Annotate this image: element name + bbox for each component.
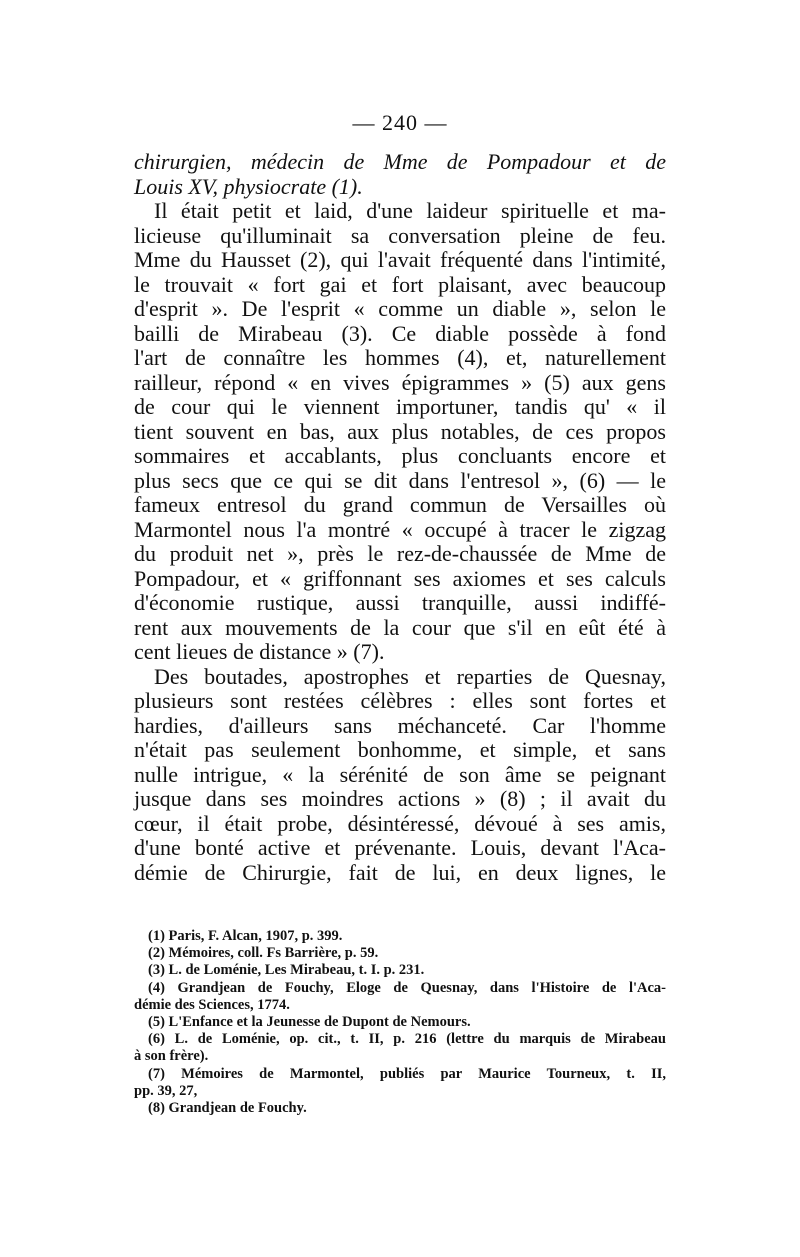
footnote-line: (2) Mémoires, coll. Fs Barrière, p. 59. (148, 945, 379, 962)
body-line: de cour qui le viennent importuner, tandis qu' « il (134, 394, 666, 419)
footnote-line: (1) Paris, F. Alcan, 1907, p. 399. (148, 928, 343, 944)
body-line: l'art de connaître les hommes (4), et, naturellement (134, 345, 666, 370)
footnote-line: (3) L. de Loménie, Les Mirabeau, t. I. p. 231. (148, 962, 425, 979)
footnote-line: (5) L'Enfance et la Jeunesse de Dupont de Nemours. (148, 1013, 471, 1030)
body-line: rent aux mouvements de la cour que s'il en eût été à (134, 614, 666, 640)
body-line: railleur, répond « en vives épigrammes » (5) aux gens (134, 369, 666, 395)
body-line: cent lieues de distance » (7). (134, 639, 385, 664)
body-line: licieuse qu'illuminait sa conversation pleine de feu. (134, 222, 666, 248)
body-line: chirurgien, médecin de Mme de Pompadour et de (134, 149, 666, 174)
body-line: Il était petit et laid, d'une laideur spirituelle et ma- (154, 198, 666, 223)
footnote-line: (7) Mémoires de Marmontel, publiés par Maurice Tourneux, t. II, (148, 1065, 666, 1082)
footnotes (134, 928, 666, 1117)
body-line: n'était pas seulement bonhomme, et simple, et sans (134, 737, 666, 762)
body-line: d'une bonté active et prévenante. Louis, devant l'Aca- (134, 835, 666, 860)
body-line: jusque dans ses moindres actions » (8) ; il avait du (134, 786, 666, 811)
body-line: bailli de Mirabeau (3). Ce diable possède à fond (134, 320, 666, 346)
footnote-line: pp. 39, 27, (134, 1082, 198, 1099)
body-line: cœur, il était probe, désintéressé, dévoué à ses amis, (134, 810, 666, 836)
body-line: fameux entresol du grand commun de Versailles où (134, 492, 666, 517)
footnote-line: (6) L. de Loménie, op. cit., t. II, p. 216 (lettre du marquis de Mirabeau (148, 1031, 666, 1048)
body-line: Mme du Hausset (2), qui l'avait fréquenté dans l'intimité, (134, 247, 666, 272)
body-line: démie de Chirurgie, fait de lui, en deux lignes, le (134, 859, 666, 885)
footnote-line: à son frère). (134, 1048, 209, 1065)
body-line: du produit net », près le rez-de-chaussée de Mme de (134, 541, 666, 566)
body-line: sommaires et accablants, plus concluants encore et (134, 443, 666, 468)
body-line: Marmontel nous l'a montré « occupé à tracer le zigzag (134, 516, 666, 542)
body-text (134, 150, 666, 885)
page-number: — 240 — (352, 110, 448, 135)
body-line: Des boutades, apostrophes et reparties de Quesnay, (154, 663, 666, 689)
body-line: plus secs que ce qui se dit dans l'entresol », (6) — le (134, 467, 666, 493)
body-line: hardies, d'ailleurs sans méchanceté. Car l'homme (134, 712, 666, 738)
footnote-line: démie des Sciences, 1774. (134, 996, 290, 1013)
body-line: plusieurs sont restées célèbres : elles sont fortes et (134, 688, 666, 713)
body-line: d'esprit ». De l'esprit « comme un diable », selon le (134, 296, 666, 321)
body-line: le trouvait « fort gai et fort plaisant, avec beaucoup (134, 271, 666, 297)
footnote-line: (4) Grandjean de Fouchy, Eloge de Quesnay, dans l'Histoire de l'Aca- (148, 979, 666, 996)
body-line: nulle intrigue, « la sérénité de son âme se peignant (134, 761, 666, 787)
footnote-line: (8) Grandjean de Fouchy. (148, 1099, 307, 1116)
body-line: Pompadour, et « griffonnant ses axiomes et ses calculs (134, 565, 666, 591)
body-line: Louis XV, physiocrate (1). (134, 173, 363, 199)
body-line: tient souvent en bas, aux plus notables, de ces propos (134, 418, 666, 444)
body-line: d'économie rustique, aussi tranquille, aussi indiffé- (134, 590, 666, 615)
